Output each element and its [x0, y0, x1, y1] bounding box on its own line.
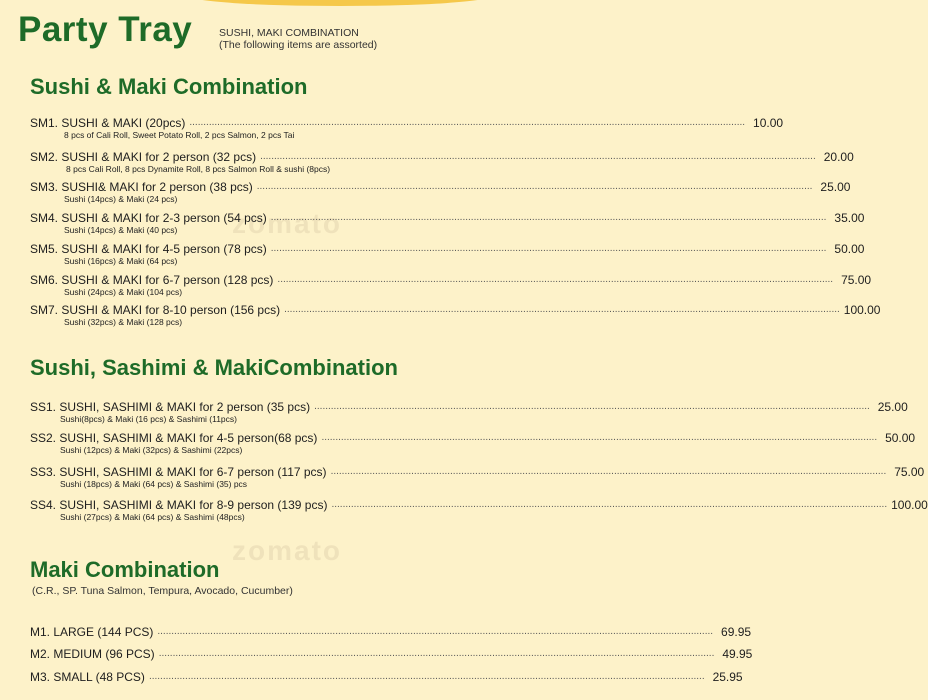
item-description: Sushi (12pcs) & Maki (32pcs) & Sashimi (22pcs) [60, 445, 243, 455]
menu-item-sm4 [30, 211, 865, 235]
dot-leader: ........................................................................................................................................................................................................ [260, 151, 816, 162]
dot-leader: ........................................................................................................................................................................................................ [314, 401, 870, 412]
menu-item-sm3 [30, 180, 851, 204]
dot-leader: ........................................................................................................................................................................................................ [330, 466, 887, 477]
section-title-sushi-maki: Sushi & Maki Combination [30, 74, 308, 99]
dot-leader: ........................................................................................................................................................................................................ [256, 181, 813, 192]
dot-leader: ........................................................................................................................................................................................................ [277, 274, 834, 285]
item-description: Sushi (16pcs) & Maki (64 pcs) [64, 256, 178, 266]
menu-item-sm6 [30, 273, 872, 297]
item-label: M1. LARGE (144 PCS) [30, 625, 154, 639]
dot-leader: ........................................................................................................................................................................................................ [321, 432, 878, 443]
item-price: 10.00 [753, 116, 784, 130]
item-price: 20.00 [823, 150, 854, 164]
item-label: SS2. SUSHI, SASHIMI & MAKI for 4-5 person(68 pcs) [30, 431, 318, 445]
item-price: 75.00 [841, 273, 872, 287]
menu-item-sm7 [30, 303, 881, 327]
header-accent-stripe [190, 0, 490, 6]
item-price: 25.00 [877, 400, 908, 414]
item-price: 50.00 [885, 431, 916, 445]
section-title-sushi-sashimi-maki: Sushi, Sashimi & MakiCombination [30, 355, 398, 380]
item-description: Sushi (27pcs) & Maki (64 pcs) & Sashimi (48pcs) [60, 512, 245, 522]
menu-item-sm2 [30, 150, 854, 174]
watermark: zomato [232, 208, 342, 239]
item-label: M2. MEDIUM (96 PCS) [30, 647, 155, 661]
item-price: 75.00 [894, 465, 925, 479]
menu-item-m2 [30, 647, 753, 661]
menu-item-ss4 [30, 498, 928, 522]
menu-item-ss1 [30, 400, 908, 424]
item-price: 25.00 [820, 180, 851, 194]
item-label: SM1. SUSHI & MAKI (20pcs) [30, 116, 186, 130]
item-price: 35.00 [834, 211, 865, 225]
section-title-maki: Maki Combination [30, 557, 220, 582]
item-price: 25.95 [712, 670, 743, 684]
menu-item-sm1 [30, 116, 784, 140]
subtitle-line-2: (The following items are assorted) [219, 39, 378, 51]
item-description: 8 pcs Cali Roll, 8 pcs Dynamite Roll, 8 pcs Salmon Roll & sushi (8pcs) [66, 164, 331, 174]
item-price: 100.00 [843, 303, 881, 317]
menu-item-ss3 [30, 465, 925, 489]
item-description: Sushi (18pcs) & Maki (64 pcs) & Sashimi (35) pcs [60, 479, 248, 489]
item-label: SS4. SUSHI, SASHIMI & MAKI for 8-9 person (139 pcs) [30, 498, 328, 512]
item-description: Sushi (14pcs) & Maki (24 pcs) [64, 194, 178, 204]
item-label: SM6. SUSHI & MAKI for 6-7 person (128 pcs) [30, 273, 274, 287]
dot-leader: ........................................................................................................................................................................................................ [331, 499, 888, 510]
maki-ingredients-note: (C.R., SP. Tuna Salmon, Tempura, Avocado, Cucumber) [32, 585, 293, 597]
item-label: SM3. SUSHI& MAKI for 2 person (38 pcs) [30, 180, 253, 194]
dot-leader: ........................................................................................................................................................................................................ [158, 648, 715, 659]
item-label: SS3. SUSHI, SASHIMI & MAKI for 6-7 person (117 pcs) [30, 465, 327, 479]
item-price: 50.00 [834, 242, 865, 256]
watermark: zomato [232, 535, 342, 566]
dot-leader: ........................................................................................................................................................................................................ [157, 626, 714, 637]
dot-leader: ........................................................................................................................................................................................................ [189, 117, 746, 128]
item-label: SM2. SUSHI & MAKI for 2 person (32 pcs) [30, 150, 257, 164]
menu-item-ss2 [30, 431, 916, 455]
dot-leader: ........................................................................................................................................................................................................ [148, 671, 705, 682]
item-description: Sushi (14pcs) & Maki (40 pcs) [64, 225, 178, 235]
item-label: SS1. SUSHI, SASHIMI & MAKI for 2 person (35 pcs) [30, 400, 311, 414]
item-label: SM7. SUSHI & MAKI for 8-10 person (156 pcs) [30, 303, 281, 317]
item-price: 100.00 [891, 498, 928, 512]
dot-leader: ........................................................................................................................................................................................................ [284, 304, 840, 315]
item-description: Sushi (32pcs) & Maki (128 pcs) [64, 317, 183, 327]
menu-item-sm5 [30, 242, 865, 266]
menu-item-m3 [30, 670, 743, 684]
item-description: 8 pcs of Cali Roll, Sweet Potato Roll, 2 pcs Salmon, 2 pcs Tai [64, 130, 295, 140]
item-label: SM4. SUSHI & MAKI for 2-3 person (54 pcs) [30, 211, 267, 225]
dot-leader: ........................................................................................................................................................................................................ [270, 212, 827, 223]
item-label: SM5. SUSHI & MAKI for 4-5 person (78 pcs) [30, 242, 267, 256]
page-title: Party Tray [18, 10, 193, 49]
menu-item-m1 [30, 625, 752, 639]
subtitle-line-1: SUSHI, MAKI COMBINATION [219, 27, 359, 39]
item-description: Sushi (24pcs) & Maki (104 pcs) [64, 287, 183, 297]
item-label: M3. SMALL (48 PCS) [30, 670, 145, 684]
dot-leader: ........................................................................................................................................................................................................ [270, 243, 827, 254]
item-price: 49.95 [722, 647, 753, 661]
page-subtitle [219, 27, 377, 51]
item-price: 69.95 [721, 625, 752, 639]
item-description: Sushi(8pcs) & Maki (16 pcs) & Sashimi (11pcs) [60, 414, 237, 424]
